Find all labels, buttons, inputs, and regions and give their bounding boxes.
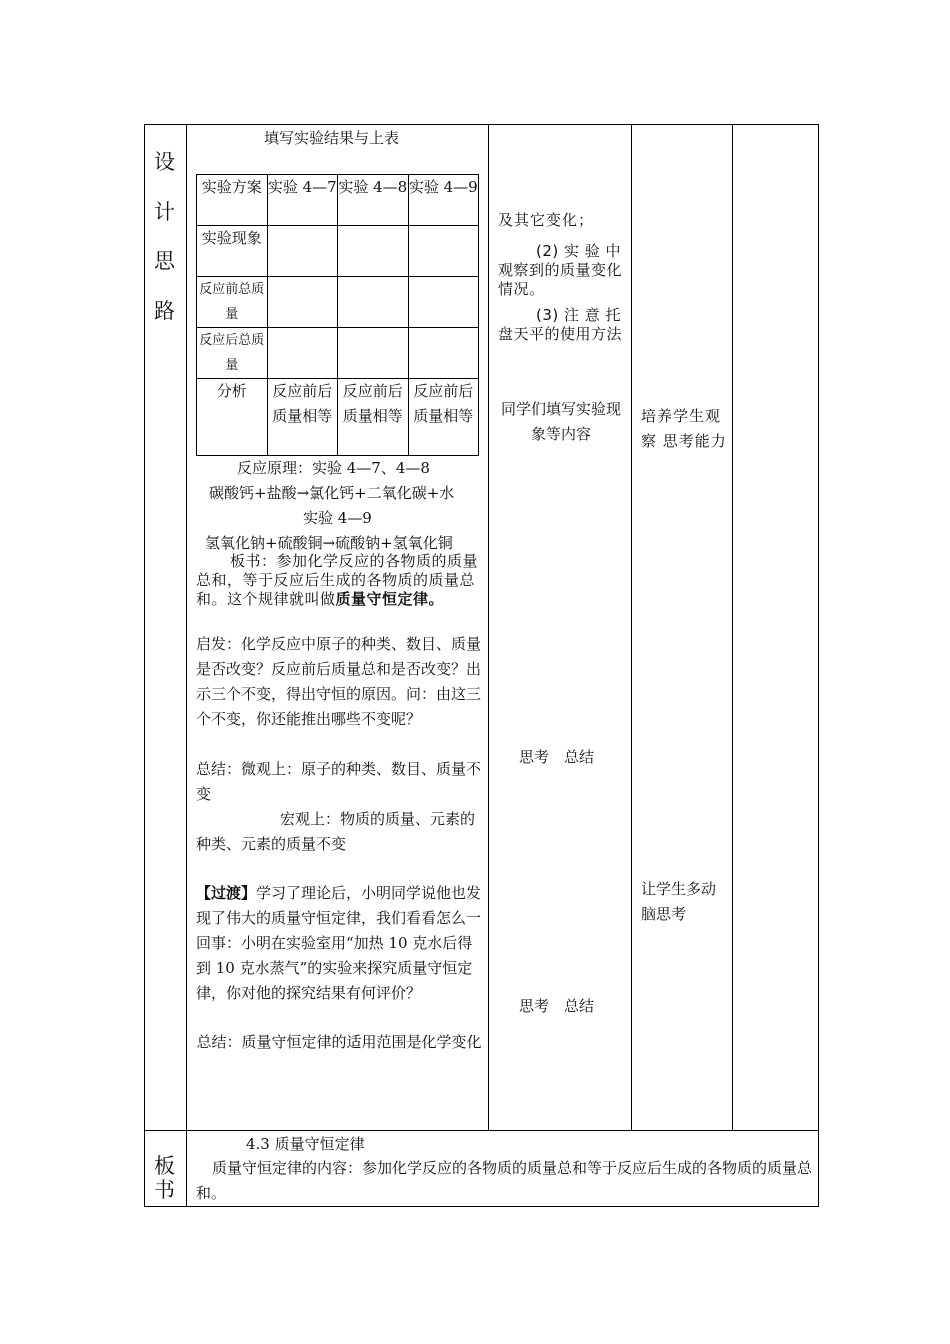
table-cell bbox=[338, 277, 409, 328]
table-cell bbox=[408, 328, 479, 379]
board-title: 4.3 质量守恒定律 bbox=[246, 1135, 365, 1153]
table-header-cell: 实验方案 bbox=[197, 175, 268, 226]
table-cell: 反应前后质量相等 bbox=[267, 379, 338, 456]
transition-tag: 【过渡】 bbox=[196, 884, 257, 902]
think-summary-1: 思考 总结 bbox=[519, 748, 595, 766]
col-divider-1 bbox=[186, 124, 187, 1207]
table-border-top bbox=[144, 124, 819, 125]
table-row-label: 反应前总质量 bbox=[197, 277, 268, 328]
table-border-mid bbox=[144, 1130, 819, 1131]
col-divider-2 bbox=[488, 124, 489, 1130]
table-cell bbox=[338, 328, 409, 379]
side-label-design-1: 设 bbox=[154, 150, 175, 174]
table-cell bbox=[408, 277, 479, 328]
other-changes: 及其它变化； bbox=[498, 211, 595, 229]
inspire-text: 启发：化学反应中原子的种类、数目、质量是否改变？反应前后质量总和是否改变？出示三个不变，得出守恒的原因。问：由这三个不变，你还能推出哪些不变呢？ bbox=[196, 635, 482, 728]
side-label-design-2: 计 bbox=[154, 200, 175, 224]
table-cell bbox=[267, 226, 338, 277]
think-summary-2: 思考 总结 bbox=[519, 997, 595, 1015]
balance-item-text: (3) 注 意 托 盘天平的使用方法 bbox=[498, 306, 623, 343]
table-cell bbox=[267, 277, 338, 328]
summary-macro-text: 宏观上：物质的质量、元素的种类、元素的质量不变 bbox=[196, 810, 476, 853]
observe-item-text: (2) 实 验 中 观察到的质量变化情况。 bbox=[498, 242, 623, 298]
observe-item bbox=[498, 242, 626, 299]
summary-macro bbox=[196, 807, 482, 857]
table-row-label: 反应后总质量 bbox=[197, 328, 268, 379]
transition-text bbox=[196, 881, 482, 1006]
summary-scope bbox=[196, 1030, 482, 1055]
intent-observe: 培养学生观察 思考能力 bbox=[641, 407, 727, 450]
table-cell bbox=[267, 328, 338, 379]
board-content bbox=[196, 1156, 814, 1206]
summary-micro: 总结：微观上：原子的种类、数目、质量不变 bbox=[196, 760, 482, 803]
table-header-cell: 实验 4—8 bbox=[338, 175, 409, 226]
principle-title: 反应原理：实验 4—7、4—8 bbox=[237, 459, 430, 477]
table-row-label: 分析 bbox=[197, 379, 268, 456]
side-label-design-3: 思 bbox=[154, 249, 175, 273]
table-border-left bbox=[144, 124, 145, 1207]
col-divider-4 bbox=[732, 124, 733, 1130]
board-note-text: 板书：参加化学反应的各物质的质量总和，等于反应后生成的各物质的质量总和。这个规律就叫做 bbox=[196, 552, 479, 608]
side-label-board-2: 书 bbox=[154, 1178, 175, 1202]
equation-2: 氢氧化钠+硫酸铜→硫酸钠+氢氧化铜 bbox=[205, 534, 453, 552]
side-label-board-1: 板 bbox=[154, 1154, 175, 1178]
table-cell: 反应前后质量相等 bbox=[338, 379, 409, 456]
experiment-table bbox=[196, 174, 479, 456]
table-border-right bbox=[818, 124, 819, 1207]
intent-think: 让学生多动脑思考 bbox=[641, 880, 717, 923]
table-header-cell: 实验 4—9 bbox=[408, 175, 479, 226]
table-cell bbox=[408, 226, 479, 277]
board-content-text: 质量守恒定律的内容：参加化学反应的各物质的质量总和等于反应后生成的各物质的质量总和。 bbox=[196, 1159, 813, 1202]
board-note bbox=[196, 552, 480, 609]
table-cell bbox=[338, 226, 409, 277]
col-divider-3 bbox=[631, 124, 632, 1130]
experiment-9-label: 实验 4—9 bbox=[303, 509, 372, 527]
balance-item bbox=[498, 306, 626, 344]
table-cell: 反应前后质量相等 bbox=[408, 379, 479, 456]
summary-scope-text: 总结：质量守恒定律的适用范围是化学变化 bbox=[196, 1033, 482, 1051]
transition-body: 学习了理论后，小明同学说他也发现了伟大的质量守恒定律，我们看看怎么一回事：小明在实验室用“加热 10 克水后得到 10 克水蒸气”的实验来探究质量守恒定律，你对他的探究结果有何评价？ bbox=[196, 884, 482, 1002]
side-label-design-4: 路 bbox=[154, 299, 175, 323]
board-note-bold: 质量守恒定律。 bbox=[335, 590, 445, 608]
results-heading: 填写实验结果与上表 bbox=[264, 129, 400, 147]
table-header-cell: 实验 4—7 bbox=[267, 175, 338, 226]
equation-1: 碳酸钙+盐酸→氯化钙+二氧化碳+水 bbox=[209, 484, 455, 502]
table-border-bottom bbox=[144, 1206, 819, 1207]
student-fill: 同学们填写实验现象等内容 bbox=[500, 400, 621, 443]
table-row-label: 实验现象 bbox=[197, 226, 268, 277]
